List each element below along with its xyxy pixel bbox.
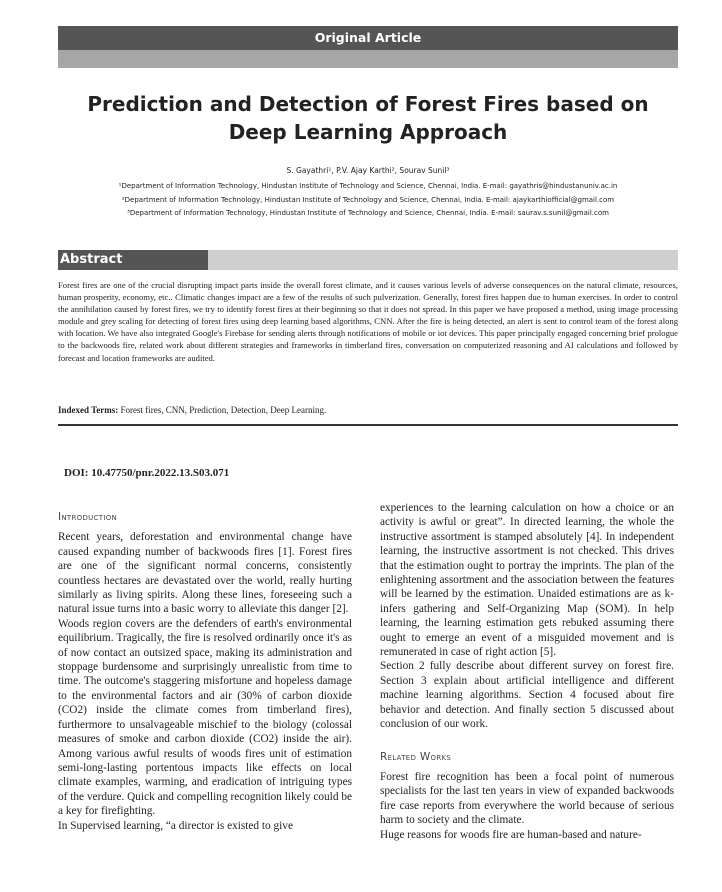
- left-column: [58, 510, 352, 833]
- intro-paragraph-4: experiences to the learning calculation on how a choice or an activity is awful or great”. In directed learning, the whole the instructive assortment is stamped absolutely [4]. In independent learning, the instructive assortment is not checked. This drives that the estimation ought to portray the imprints. The plan of the enlightening assortment and the association between the features will be learned by the estimation. Unaided estimations are as k-infers gathering and Self-Organizing Map (SOM). In help learning, the learning estimation gets rebuked assuming there ought to emerge an event of a misguided movement and is remunerated in case of right action [5].: [380, 502, 674, 659]
- intro-paragraph-3: In Supervised learning, “a director is existed to give: [58, 819, 293, 832]
- authors: S. Gayathri¹, P.V. Ajay Karthi², Sourav Sunil³: [286, 166, 450, 175]
- right-column: [380, 501, 674, 842]
- abstract-header-band: [58, 250, 678, 270]
- abstract-heading: Abstract: [58, 250, 208, 270]
- banner-divider: [58, 50, 678, 68]
- indexed-terms-label: Indexed Terms:: [58, 405, 119, 415]
- affiliations: [58, 180, 678, 221]
- intro-paragraph-1: Recent years, deforestation and environmental change have caused expanding number of backwoods fires [1]. Forest fires are one of the significant normal concerns, consistently countless hectares are devastated over the world, really hurting similarly as living spirits. Along these lines, foreseeing such a natural issue turns into a basic worry to alleviate this danger [2].: [58, 531, 352, 616]
- indexed-terms: [58, 405, 678, 415]
- related-paragraph-2: Huge reasons for woods fire are human-based and nature-: [380, 828, 642, 841]
- article-type-banner: Original Article: [58, 26, 678, 50]
- abstract-text: Forest fires are one of the crucial disrupting impact parts inside the overall forest climate, and it causes various levels of adverse consequences on the natural climate, resources, human prosperity, economy, etc.. Climatic changes impact are a few of the results of such pulverization. Generally, forest fires happen due to human exercises. In order to control the annihilation caused by forest fires, we try to identify forest fires at their beginning so that it does not spread. In this paper we have proposed a method, using image processing module and grey scaling for detecting of forest fires using deep learning based algorithms, CNN. After the fire is being detected, an alert is sent to control team of the forest along with location. We have also integrated Google's Firebase for sending alerts through notifications of mobile or iot devices. This paper principally engaged concerning brief prologue to the backwoods fire, related work about different strategies and frameworks in timberland fires, conversation on computerized reasoning and AI calculations and followed by forecast and location frameworks are audited.: [58, 280, 678, 363]
- affiliation-1: ¹Department of Information Technology, Hindustan Institute of Technology and Science, Chennai, India. E-mail: gayathris@hindustanuniv.ac.in: [118, 182, 618, 190]
- intro-heading: Introduction: [58, 511, 118, 523]
- section-rule: [58, 424, 678, 426]
- related-works-heading: Related Works: [380, 750, 452, 763]
- related-paragraph-1: Forest fire recognition has been a focal point of numerous specialists for the last ten years in view of expanded backwoods fire case reports from everywhere the world because of serious harm to society and the climate.: [380, 770, 674, 827]
- title-line-2: Deep Learning Approach: [228, 120, 508, 144]
- indexed-terms-list: Forest fires, CNN, Prediction, Detection, Deep Learning.: [118, 405, 327, 415]
- affiliation-2: ²Department of Information Technology, Hindustan Institute of Technology and Science, Chennai, India. E-mail: ajaykarthiofficial@gmail.com: [121, 195, 615, 204]
- title-line-1: Prediction and Detection of Forest Fires based on: [87, 92, 649, 116]
- intro-paragraph-2: Woods region covers are the defenders of earth's environmental equilibrium. Tragically, the fire is resolved ordinarily once it's as of now contact an outsized space, making its administration and stoppage burdensome and surprisingly unrealistic from time to time. The outcome's staggering misfortune and hopeless damage to the environmental factors and air (30% of carbon dioxide (CO2) inside the climate comes from timberland fires), furthermore to unsalvageable mischief to the biology (colossal measures of smoke and carbon dioxide (CO2) inside the air). Among various awful results of woods fires unit of estimation semi-long-lasting portentous impacts like effects on local climate examples, warming, and eradication of intriguing types of the verdure. Quick and compelling recognition likely could be a key for firefighting.: [58, 617, 352, 818]
- doi[interactable]: DOI: 10.47750/pnr.2022.13.S03.071: [64, 467, 230, 479]
- affiliation-3: ³Department of Information Technology, Hindustan Institute of Technology and Science, Chennai, India. E-mail: saurav.s.sunil@gmail.com: [127, 209, 609, 217]
- paper-title: [58, 90, 678, 146]
- intro-paragraph-5: Section 2 fully describe about different survey on forest fire. Section 3 explain about artificial intelligence and different machine learning algorithms. Section 4 focused about fire behavior and detection. And finally section 5 discussed about conclusion of our work.: [380, 660, 674, 731]
